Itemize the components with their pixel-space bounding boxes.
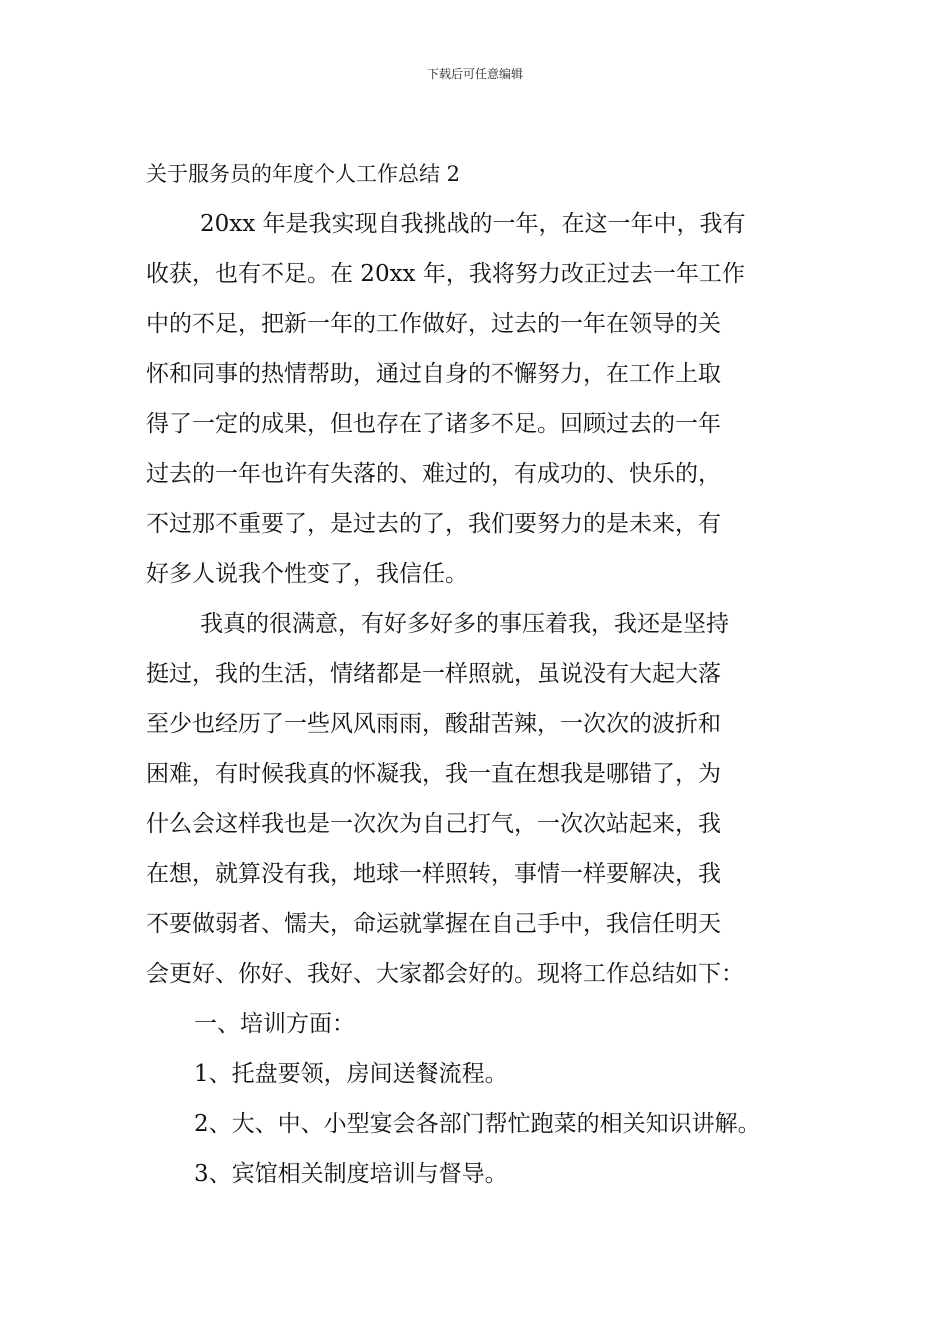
- paragraph-line: 好多人说我个性变了，我信任。: [146, 561, 468, 587]
- paragraph-line: 会更好、你好、我好、大家都会好的。现将工作总结如下：: [146, 961, 744, 987]
- paragraph-line: 中的不足，把新一年的工作做好，过去的一年在领导的关: [146, 311, 721, 337]
- paragraph-line: 不过那不重要了，是过去的了，我们要努力的是未来，有: [146, 511, 721, 537]
- paragraph-line: 我真的很满意，有好多好多的事压着我，我还是坚持: [200, 611, 729, 637]
- paragraph-1: [146, 199, 836, 599]
- paragraph-line: 在想，就算没有我，地球一样照转，事情一样要解决，我: [146, 861, 721, 887]
- paragraph-line: 20xx 年是我实现自我挑战的一年，在这一年中，我有: [200, 211, 746, 237]
- paragraph-line: 怀和同事的热情帮助，通过自身的不懈努力，在工作上取: [146, 361, 721, 387]
- list-item: 3、宾馆相关制度培训与督导。: [194, 1161, 508, 1187]
- paragraph-line: 什么会这样我也是一次次为自己打气，一次次站起来，我: [146, 811, 721, 837]
- section-heading-training: 一、培训方面：: [194, 1011, 355, 1037]
- paragraph-line: 过去的一年也许有失落的、难过的，有成功的、快乐的，: [146, 461, 721, 487]
- list-item: 2、大、中、小型宴会各部门帮忙跑菜的相关知识讲解。: [194, 1111, 761, 1137]
- header-note: 下载后可任意编辑: [426, 67, 523, 81]
- paragraph-line: 不要做弱者、懦夫，命运就掌握在自己手中，我信任明天: [146, 911, 721, 937]
- paragraph-line: 至少也经历了一些风风雨雨，酸甜苦辣，一次次的波折和: [146, 711, 721, 737]
- list-item: 1、托盘要领，房间送餐流程。: [194, 1061, 508, 1087]
- paragraph-line: 困难，有时候我真的怀凝我，我一直在想我是哪错了，为: [146, 761, 721, 787]
- document-title: 关于服务员的年度个人工作总结 2: [146, 162, 461, 186]
- paragraph-line: 得了一定的成果，但也存在了诸多不足。回顾过去的一年: [146, 411, 721, 437]
- paragraph-line: 收获，也有不足。在 20xx 年，我将努力改正过去一年工作: [146, 261, 745, 287]
- paragraph-2: [146, 599, 836, 999]
- paragraph-line: 挺过，我的生活，情绪都是一样照就，虽说没有大起大落: [146, 661, 721, 687]
- document-body: [146, 149, 836, 1199]
